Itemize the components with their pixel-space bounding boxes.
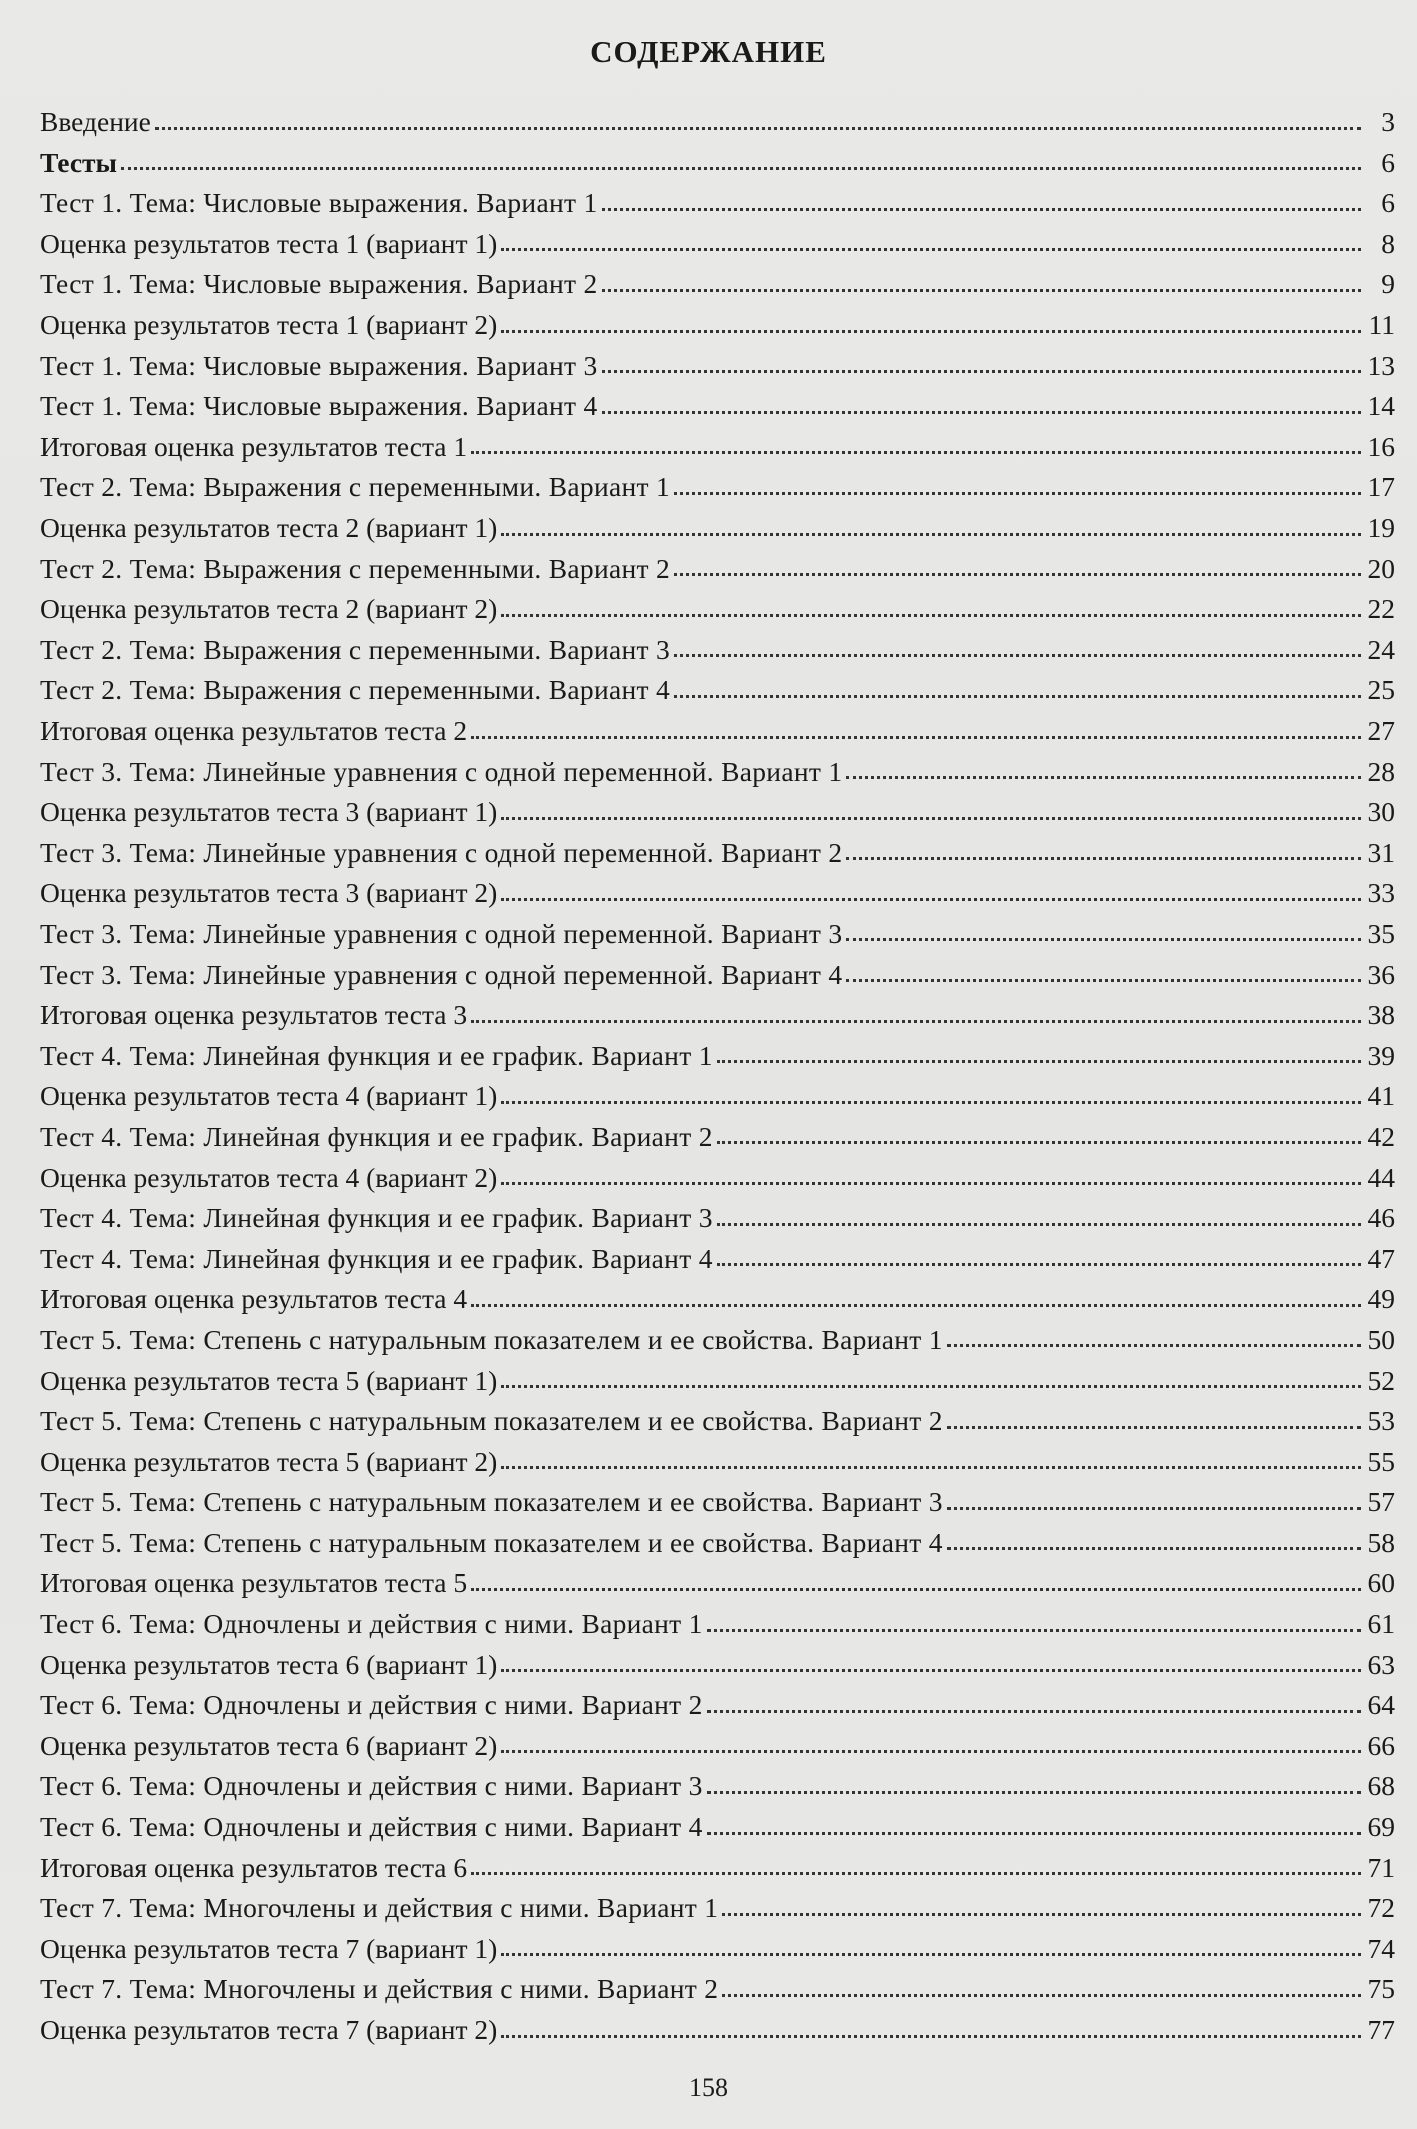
toc-entry: [40, 1638, 1395, 1679]
toc-entry: [40, 2003, 1395, 2044]
toc-entry: [40, 582, 1395, 623]
toc-entry-page: 41: [1367, 1080, 1395, 1112]
dot-leader: [707, 1791, 1361, 1794]
dot-leader: [501, 1101, 1361, 1104]
toc-entry-page: 49: [1367, 1283, 1395, 1315]
dot-leader: [674, 573, 1361, 576]
dot-leader: [717, 1141, 1361, 1144]
toc-entry-page: 44: [1367, 1161, 1395, 1193]
toc-entry: [40, 136, 1395, 177]
dot-leader: [501, 1466, 1361, 1469]
toc-entry-title: Тест 2. Тема: Выражения с переменными. Вариант 2: [40, 552, 671, 584]
toc-entry: [40, 1272, 1395, 1313]
toc-entry: [40, 1516, 1395, 1557]
toc-entry-title: Оценка результатов теста 5 (вариант 2): [40, 1445, 498, 1477]
toc-entry: [40, 1881, 1395, 1922]
dot-leader: [501, 614, 1361, 617]
toc-entry: [40, 1475, 1395, 1516]
dot-leader: [674, 654, 1361, 657]
toc-entry: [40, 745, 1395, 786]
toc-entry-page: 58: [1367, 1526, 1395, 1558]
toc-entry: [40, 1556, 1395, 1597]
toc-entry-title: Итоговая оценка результатов теста 3: [40, 999, 468, 1031]
toc-entry: [40, 1841, 1395, 1882]
toc-entry: [40, 1232, 1395, 1273]
toc-entry: [40, 1922, 1395, 1963]
toc-entry: [40, 501, 1395, 542]
toc-entry-page: 72: [1367, 1892, 1395, 1924]
toc-entry-page: 36: [1367, 958, 1395, 990]
dot-leader: [707, 1710, 1361, 1713]
toc-entry-page: 39: [1367, 1039, 1395, 1071]
toc-entry-page: 8: [1381, 227, 1395, 259]
toc-entry-title: Тест 6. Тема: Одночлены и действия с ними. Вариант 1: [40, 1608, 703, 1640]
toc-entry-page: 60: [1367, 1567, 1395, 1599]
dot-leader: [602, 411, 1361, 414]
toc-entry-title: Оценка результатов теста 6 (вариант 1): [40, 1648, 498, 1680]
toc-entry-page: 50: [1367, 1323, 1395, 1355]
toc-entry-title: Тесты: [40, 146, 118, 178]
dot-leader: [722, 1913, 1361, 1916]
toc-entry: [40, 460, 1395, 501]
toc-entry-title: Тест 2. Тема: Выражения с переменными. Вариант 4: [40, 674, 671, 706]
toc-entry: [40, 176, 1395, 217]
toc-entry-page: 6: [1381, 187, 1395, 219]
dot-leader: [471, 1020, 1361, 1023]
toc-entry-page: 22: [1367, 593, 1395, 625]
dot-leader: [471, 736, 1361, 739]
dot-leader: [707, 1832, 1361, 1835]
toc-entry-page: 42: [1367, 1120, 1395, 1152]
dot-leader: [501, 330, 1361, 333]
toc-entry-page: 61: [1367, 1608, 1395, 1640]
toc-entry-title: Тест 5. Тема: Степень с натуральным показателем и ее свойства. Вариант 3: [40, 1486, 943, 1518]
toc-entry-title: Оценка результатов теста 3 (вариант 1): [40, 796, 498, 828]
toc-entry-title: Оценка результатов теста 3 (вариант 2): [40, 877, 498, 909]
toc-entry: [40, 704, 1395, 745]
toc-entry-title: Итоговая оценка результатов теста 4: [40, 1283, 468, 1315]
toc-entry: [40, 623, 1395, 664]
toc-entry-page: 38: [1367, 999, 1395, 1031]
dot-leader: [947, 1344, 1361, 1347]
toc-entry-page: 20: [1367, 552, 1395, 584]
dot-leader: [501, 248, 1361, 251]
toc-entry-page: 30: [1367, 796, 1395, 828]
toc-entry-title: Итоговая оценка результатов теста 6: [40, 1851, 468, 1883]
toc-entry-title: Тест 4. Тема: Линейная функция и ее график. Вариант 3: [40, 1202, 713, 1234]
dot-leader: [501, 898, 1361, 901]
dot-leader: [471, 451, 1361, 454]
dot-leader: [674, 492, 1361, 495]
toc-entry: [40, 1069, 1395, 1110]
toc-entry-title: Итоговая оценка результатов теста 5: [40, 1567, 468, 1599]
toc-entry-title: Тест 4. Тема: Линейная функция и ее график. Вариант 1: [40, 1039, 713, 1071]
toc-entry: [40, 947, 1395, 988]
dot-leader: [501, 1750, 1361, 1753]
toc-entry-page: 14: [1367, 390, 1395, 422]
toc-entry-page: 66: [1367, 1729, 1395, 1761]
toc-entry: [40, 1029, 1395, 1070]
toc-entry-title: Оценка результатов теста 4 (вариант 2): [40, 1161, 498, 1193]
toc-entry: [40, 1678, 1395, 1719]
toc-entry-page: 13: [1367, 349, 1395, 381]
dot-leader: [602, 208, 1361, 211]
toc-entry: [40, 1962, 1395, 2003]
toc-entry-title: Тест 3. Тема: Линейные уравнения с одной переменной. Вариант 1: [40, 755, 843, 787]
toc-entry-title: Оценка результатов теста 1 (вариант 1): [40, 227, 498, 259]
toc-entry-page: 3: [1381, 106, 1395, 138]
toc-entry-title: Итоговая оценка результатов теста 1: [40, 430, 468, 462]
toc-entry-page: 25: [1367, 674, 1395, 706]
toc-entry-page: 68: [1367, 1770, 1395, 1802]
dot-leader: [947, 1507, 1361, 1510]
toc-entry-title: Тест 5. Тема: Степень с натуральным показателем и ее свойства. Вариант 1: [40, 1323, 943, 1355]
toc-entry-title: Оценка результатов теста 7 (вариант 1): [40, 1932, 498, 1964]
toc-entry-page: 75: [1367, 1973, 1395, 2005]
toc-entry: [40, 542, 1395, 583]
dot-leader: [846, 776, 1361, 779]
dot-leader: [717, 1263, 1361, 1266]
dot-leader: [471, 1304, 1361, 1307]
toc-entry-page: 27: [1367, 715, 1395, 746]
toc-entry-title: Оценка результатов теста 1 (вариант 2): [40, 309, 498, 341]
toc-entry-title: Тест 6. Тема: Одночлены и действия с ними. Вариант 4: [40, 1811, 703, 1843]
toc-entry-title: Оценка результатов теста 2 (вариант 1): [40, 512, 498, 544]
toc-entry-page: 47: [1367, 1242, 1395, 1274]
dot-leader: [602, 370, 1361, 373]
dot-leader: [722, 1994, 1361, 1997]
toc-entry: [40, 379, 1395, 420]
dot-leader: [501, 1953, 1361, 1956]
toc-entry-title: Тест 5. Тема: Степень с натуральным показателем и ее свойства. Вариант 4: [40, 1526, 943, 1558]
dot-leader: [501, 817, 1361, 820]
toc-entry-page: 53: [1367, 1405, 1395, 1437]
dot-leader: [947, 1426, 1361, 1429]
toc-entry: [40, 826, 1395, 867]
toc-entry-page: 55: [1367, 1445, 1395, 1477]
toc-entry: [40, 298, 1395, 339]
dot-leader: [846, 938, 1361, 941]
toc-entry-title: Тест 4. Тема: Линейная функция и ее график. Вариант 4: [40, 1242, 713, 1274]
toc-entry-page: 31: [1367, 836, 1395, 868]
toc-entry-page: 77: [1367, 2014, 1395, 2045]
dot-leader: [471, 1872, 1361, 1875]
toc-entry: [40, 257, 1395, 298]
toc-entry: [40, 1191, 1395, 1232]
dot-leader: [155, 127, 1361, 130]
dot-leader: [846, 857, 1361, 860]
toc-entry-page: 33: [1367, 877, 1395, 909]
dot-leader: [846, 979, 1361, 982]
dot-leader: [717, 1060, 1361, 1063]
toc-entry: [40, 907, 1395, 948]
toc-entry-title: Тест 1. Тема: Числовые выражения. Вариант 2: [40, 268, 598, 300]
dot-leader: [674, 695, 1361, 698]
dot-leader: [501, 1385, 1361, 1388]
toc-entry-title: Тест 7. Тема: Многочлены и действия с ними. Вариант 1: [40, 1892, 719, 1924]
dot-leader: [717, 1223, 1361, 1226]
toc-entry-page: 6: [1381, 146, 1395, 178]
toc-entry-title: Тест 7. Тема: Многочлены и действия с ними. Вариант 2: [40, 1973, 719, 2005]
toc-entry-page: 64: [1367, 1689, 1395, 1721]
dot-leader: [501, 1182, 1361, 1185]
toc-entry-page: 74: [1367, 1932, 1395, 1964]
toc-entry: [40, 420, 1395, 461]
dot-leader: [707, 1629, 1361, 1632]
toc-entry: [40, 1800, 1395, 1841]
toc-entry-title: Итоговая оценка результатов теста 2: [40, 715, 468, 746]
page-number: 158: [689, 2073, 728, 2102]
toc-entry: [40, 1313, 1395, 1354]
toc-entry: [40, 1394, 1395, 1435]
toc-entry: [40, 866, 1395, 907]
dot-leader: [501, 533, 1361, 536]
table-of-contents: [40, 95, 1395, 2044]
dot-leader: [471, 1588, 1361, 1591]
toc-entry-page: 19: [1367, 512, 1395, 544]
toc-entry-page: 16: [1367, 430, 1395, 462]
toc-entry: [40, 1353, 1395, 1394]
toc-entry: [40, 1719, 1395, 1760]
toc-entry-title: Введение: [40, 106, 151, 138]
toc-entry: [40, 785, 1395, 826]
toc-entry: [40, 663, 1395, 704]
toc-entry: [40, 1597, 1395, 1638]
toc-entry-page: 57: [1367, 1486, 1395, 1518]
toc-entry-title: Тест 2. Тема: Выражения с переменными. Вариант 3: [40, 633, 671, 665]
toc-entry: [40, 217, 1395, 258]
toc-entry: [40, 1759, 1395, 1800]
dot-leader: [947, 1547, 1361, 1550]
toc-entry: [40, 1150, 1395, 1191]
page-title: СОДЕРЖАНИЕ: [590, 34, 827, 69]
toc-entry-page: 17: [1367, 471, 1395, 503]
toc-entry-page: 24: [1367, 633, 1395, 665]
toc-entry: [40, 988, 1395, 1029]
toc-entry-title: Тест 2. Тема: Выражения с переменными. Вариант 1: [40, 471, 671, 503]
toc-entry-title: Оценка результатов теста 4 (вариант 1): [40, 1080, 498, 1112]
dot-leader: [501, 2035, 1361, 2038]
toc-entry-page: 52: [1367, 1364, 1395, 1396]
toc-entry-title: Оценка результатов теста 7 (вариант 2): [40, 2014, 498, 2045]
toc-entry-title: Оценка результатов теста 5 (вариант 1): [40, 1364, 498, 1396]
dot-leader: [121, 167, 1361, 170]
toc-entry-title: Тест 3. Тема: Линейные уравнения с одной переменной. Вариант 4: [40, 958, 843, 990]
toc-entry-title: Тест 5. Тема: Степень с натуральным показателем и ее свойства. Вариант 2: [40, 1405, 943, 1437]
toc-entry-title: Тест 6. Тема: Одночлены и действия с ними. Вариант 3: [40, 1770, 703, 1802]
toc-entry-page: 63: [1367, 1648, 1395, 1680]
toc-entry-title: Тест 6. Тема: Одночлены и действия с ними. Вариант 2: [40, 1689, 703, 1721]
toc-entry: [40, 339, 1395, 380]
toc-entry-page: 9: [1381, 268, 1395, 300]
dot-leader: [602, 289, 1361, 292]
toc-entry-page: 28: [1367, 755, 1395, 787]
toc-entry-page: 35: [1367, 917, 1395, 949]
toc-entry-page: 11: [1368, 309, 1395, 341]
toc-entry-title: Тест 1. Тема: Числовые выражения. Вариант 1: [40, 187, 598, 219]
toc-entry: [40, 95, 1395, 136]
toc-entry-title: Оценка результатов теста 6 (вариант 2): [40, 1729, 498, 1761]
toc-entry-title: Оценка результатов теста 2 (вариант 2): [40, 593, 498, 625]
toc-entry-title: Тест 3. Тема: Линейные уравнения с одной переменной. Вариант 2: [40, 836, 843, 868]
toc-entry: [40, 1110, 1395, 1151]
dot-leader: [501, 1669, 1361, 1672]
toc-entry-title: Тест 1. Тема: Числовые выражения. Вариант 3: [40, 349, 598, 381]
toc-entry-title: Тест 4. Тема: Линейная функция и ее график. Вариант 2: [40, 1120, 713, 1152]
toc-entry-title: Тест 1. Тема: Числовые выражения. Вариант 4: [40, 390, 598, 422]
toc-entry-page: 69: [1367, 1811, 1395, 1843]
toc-entry-page: 71: [1367, 1851, 1395, 1883]
toc-entry: [40, 1435, 1395, 1476]
toc-entry-page: 46: [1367, 1202, 1395, 1234]
toc-entry-title: Тест 3. Тема: Линейные уравнения с одной переменной. Вариант 3: [40, 917, 843, 949]
